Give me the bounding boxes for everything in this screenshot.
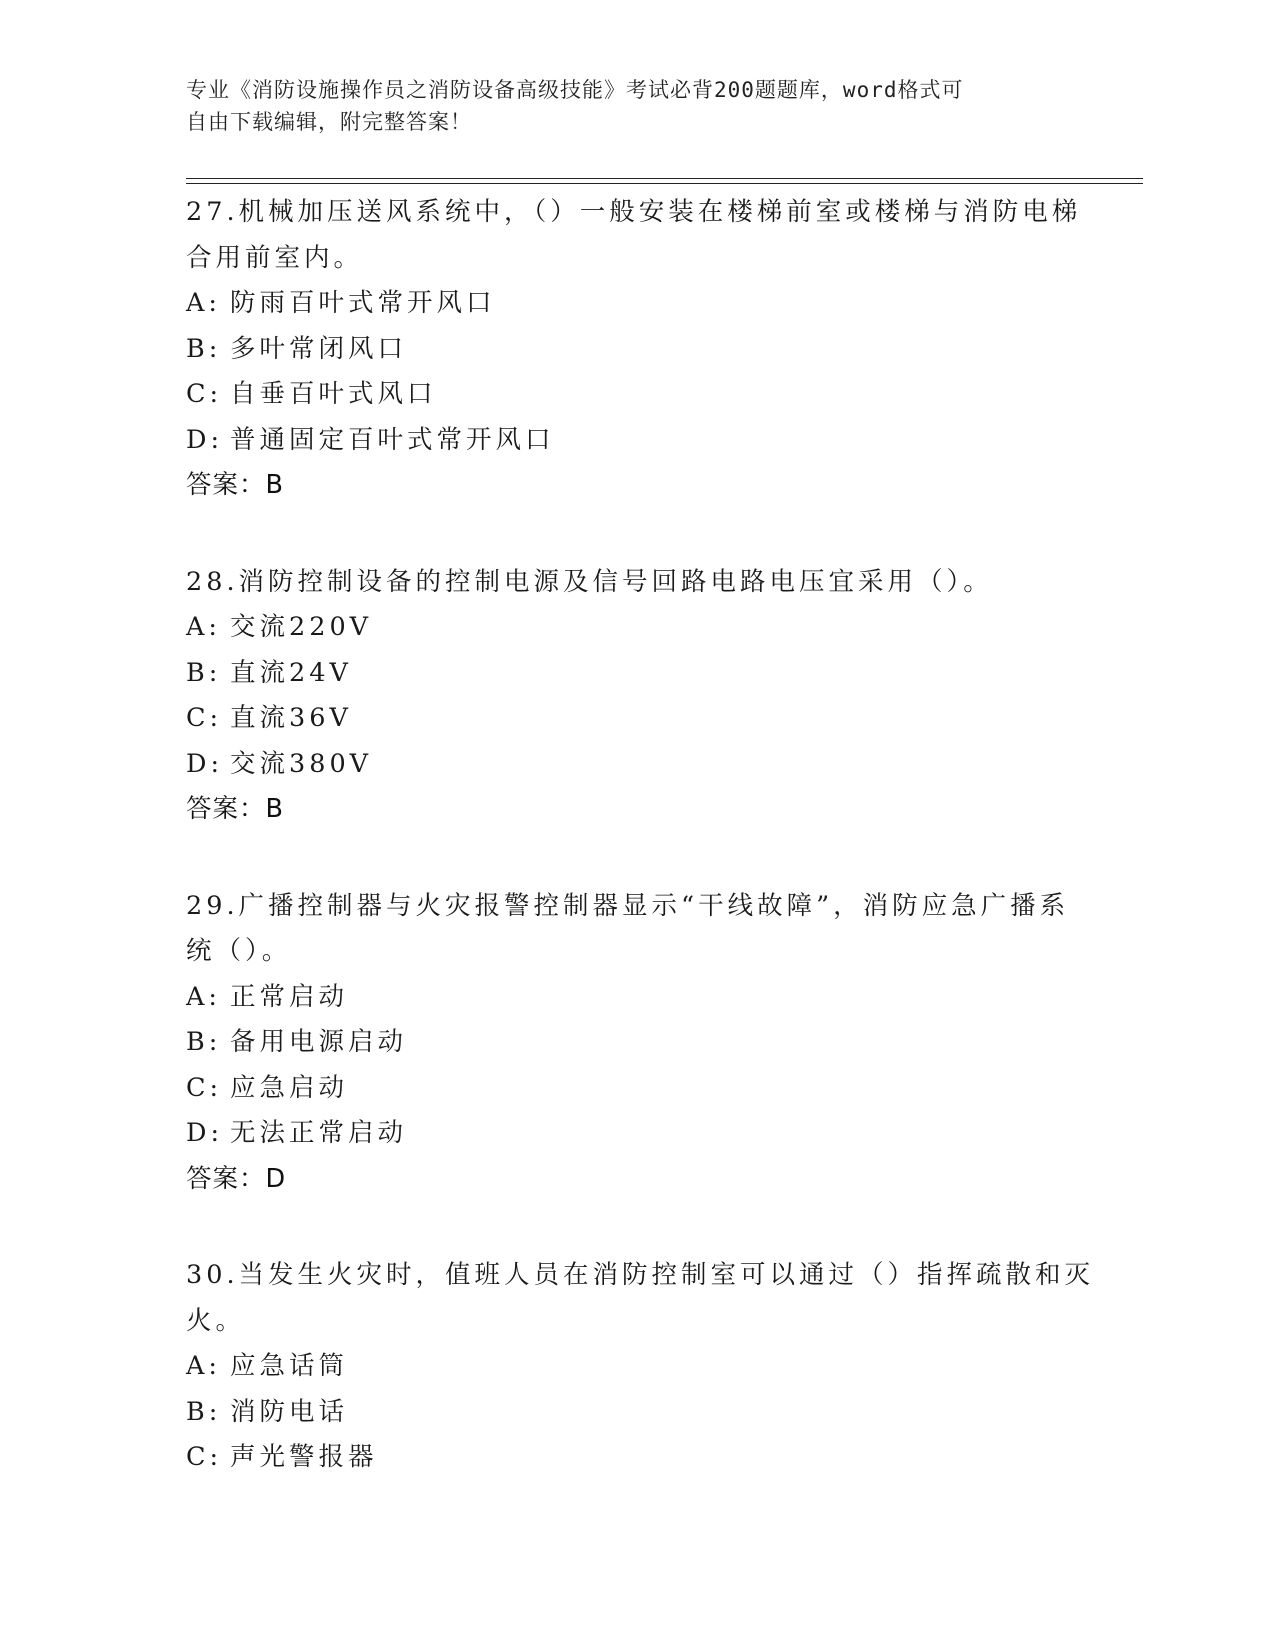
question-30 [186, 1253, 1095, 1481]
option-text: 无法正常启动 [230, 1118, 408, 1148]
option-text: 多叶常闭风口 [230, 333, 408, 364]
option-key: D: [186, 424, 224, 455]
answer-line: 答案：B [186, 470, 284, 500]
option-text: 直流24V [230, 657, 352, 688]
question-stem-line: 27.机械加压送风系统中，（）一般安装在楼梯前室或楼梯与消防电梯 [186, 197, 1082, 227]
question-29 [186, 884, 1070, 1203]
option-key: A: [186, 981, 222, 1012]
option-key: C: [186, 1072, 223, 1103]
option-b [186, 327, 1066, 373]
option-text: 自垂百叶式风口 [230, 379, 437, 409]
document-header [186, 74, 1066, 138]
header-divider-top [186, 178, 1143, 179]
option-key: D: [186, 748, 224, 779]
question-28 [186, 560, 1066, 833]
option-a [186, 1344, 1066, 1390]
option-key: A: [186, 612, 222, 642]
option-text: 备用电源启动 [230, 1027, 408, 1057]
header-divider-bottom [186, 183, 1143, 184]
option-c [186, 372, 1066, 418]
option-text: 声光警报器 [230, 1442, 378, 1472]
option-key: C: [186, 703, 223, 733]
option-d [186, 742, 1066, 788]
question-stem-line: 火。 [186, 1305, 246, 1336]
option-text: 普通固定百叶式常开风口 [230, 424, 555, 455]
question-list [186, 190, 1095, 1532]
header-line-2: 自由下载编辑，附完整答案！ [186, 110, 472, 134]
option-key: B: [186, 1396, 222, 1427]
answer-line: 答案：D [186, 1163, 287, 1194]
option-text: 正常启动 [230, 981, 349, 1012]
option-key: C: [186, 1442, 223, 1472]
question-stem-line: 合用前室内。 [186, 242, 364, 273]
option-text: 消防电话 [230, 1396, 349, 1427]
option-key: D: [186, 1118, 224, 1148]
option-b [186, 651, 1066, 697]
question-stem-line: 统（）。 [186, 936, 292, 966]
option-key: B: [186, 657, 222, 688]
option-a [186, 605, 1066, 651]
option-key: A: [186, 288, 222, 318]
option-key: C: [186, 379, 223, 409]
header-line-1: 专业《消防设施操作员之消防设备高级技能》考试必背200题题库，word格式可 [186, 78, 964, 102]
option-key: B: [186, 1027, 222, 1057]
option-d [186, 1111, 1066, 1157]
option-c [186, 1435, 1066, 1481]
option-text: 防雨百叶式常开风口 [230, 288, 496, 318]
option-text: 交流220V [230, 612, 373, 642]
question-stem-line: 30.当发生火灾时，值班人员在消防控制室可以通过（）指挥疏散和灭 [186, 1260, 1095, 1290]
option-text: 直流36V [230, 703, 352, 733]
option-text: 应急话筒 [230, 1351, 349, 1381]
option-b [186, 1390, 1066, 1436]
option-d [186, 418, 1066, 464]
option-text: 交流380V [230, 748, 373, 779]
option-key: B: [186, 333, 222, 364]
question-stem-line: 28.消防控制设备的控制电源及信号回路电路电压宜采用（）。 [186, 566, 993, 597]
option-c [186, 1066, 1066, 1112]
option-text: 应急启动 [230, 1072, 349, 1103]
answer-line: 答案：B [186, 794, 284, 824]
question-stem-line: 29.广播控制器与火灾报警控制器显示“干线故障”，消防应急广播系 [186, 890, 1070, 921]
option-a [186, 281, 1066, 327]
question-27 [186, 190, 1082, 509]
option-a [186, 975, 1066, 1021]
option-c [186, 696, 1066, 742]
option-b [186, 1020, 1066, 1066]
option-key: A: [186, 1351, 222, 1381]
